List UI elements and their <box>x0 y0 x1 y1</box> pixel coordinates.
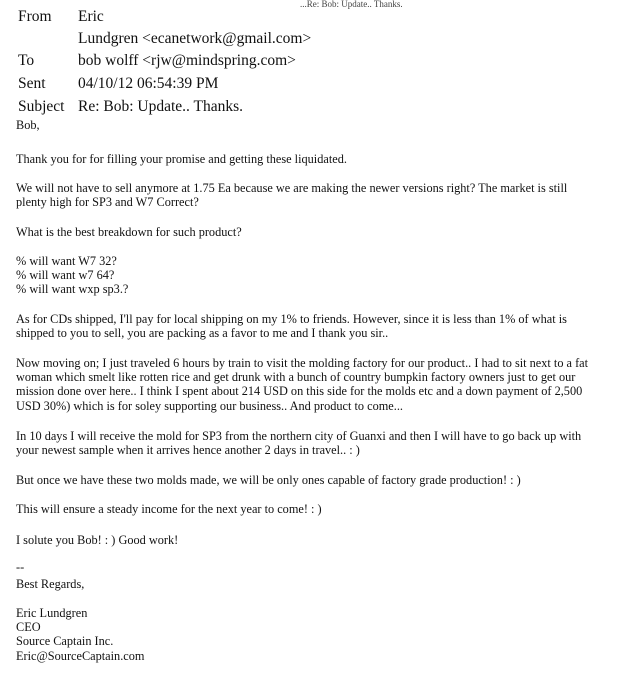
body-line: shipped to you to sell, you are packing as a favor to me and I thank you sir.. <box>16 326 389 341</box>
paragraph-factory <box>16 356 628 413</box>
greeting: Bob, <box>16 118 40 132</box>
sent-value: 04/10/12 06:54:39 PM <box>78 75 219 92</box>
from-label: From <box>18 8 52 25</box>
signature-company: Source Captain Inc. <box>16 634 114 649</box>
body-line: woman which smelt like rotten rice and get drunk with a bunch of country bumpkin factory owners just to get our <box>16 370 576 385</box>
body-line: your newest sample when it arrives hence another 2 days in travel.. : ) <box>16 443 360 458</box>
question-list <box>16 254 628 297</box>
body-line: As for CDs shipped, I'll pay for local shipping on my 1% to friends. However, since it is less than 1% of what is <box>16 312 567 326</box>
signature-block <box>16 606 628 663</box>
subject-value: Re: Bob: Update.. Thanks. <box>78 98 244 115</box>
signature-name: Eric Lundgren <box>16 606 88 620</box>
to-value: bob wolff <rjw@mindspring.com> <box>78 52 296 69</box>
from-name: Eric <box>78 8 104 25</box>
paragraph-production <box>16 473 628 487</box>
body-line: mission done over here.. I think I spent about 214 USD on this side for the molds etc and a down payment of 2,500 <box>16 384 583 399</box>
body-line: I solute you Bob! : ) Good work! <box>16 533 179 547</box>
subject-label: Subject <box>18 98 65 115</box>
signature-separator: -- <box>16 560 25 574</box>
list-item: % will want w7 64? <box>16 268 115 283</box>
to-label: To <box>18 52 35 69</box>
signature-email: Eric@SourceCaptain.com <box>16 648 145 663</box>
body-line: In 10 days I will receive the mold for SP3 from the northern city of Guanxi and then I will have to go back up with <box>16 429 582 443</box>
paragraph-income <box>16 502 628 516</box>
body-line: But once we have these two molds made, we will be only ones capable of factory grade production! : ) <box>16 473 521 487</box>
paragraph-shipping <box>16 312 628 340</box>
paragraph-thanks <box>16 152 628 166</box>
body-line: plenty high for SP3 and W7 Correct? <box>16 195 199 210</box>
signature-title: CEO <box>16 620 41 635</box>
paragraph-mold <box>16 429 628 457</box>
list-item: % will want W7 32? <box>16 254 117 268</box>
body-line: What is the best breakdown for such product? <box>16 225 242 239</box>
body-line: This will ensure a steady income for the next year to come! : ) <box>16 502 322 516</box>
body-line: Thank you for for filling your promise and getting these liquidated. <box>16 152 347 166</box>
list-item: % will want wxp sp3.? <box>16 282 129 297</box>
closing: Best Regards, <box>16 577 85 591</box>
from-value: Lundgren <ecanetwork@gmail.com> <box>78 30 312 47</box>
cropped-header-fragment: ...Re: Bob: Update.. Thanks. <box>300 0 403 9</box>
paragraph-question <box>16 225 628 239</box>
paragraph-salute <box>16 533 628 547</box>
body-line: USD 30%) which is for soley supporting our business.. And product to come... <box>16 398 403 413</box>
sent-label: Sent <box>18 75 46 92</box>
body-line: Now moving on; I just traveled 6 hours by train to visit the molding factory for our product.. I had to sit next to a fat <box>16 356 589 370</box>
body-line: We will not have to sell anymore at 1.75 Ea because we are making the newer versions right? The market is still <box>16 181 568 195</box>
paragraph-market <box>16 181 628 209</box>
